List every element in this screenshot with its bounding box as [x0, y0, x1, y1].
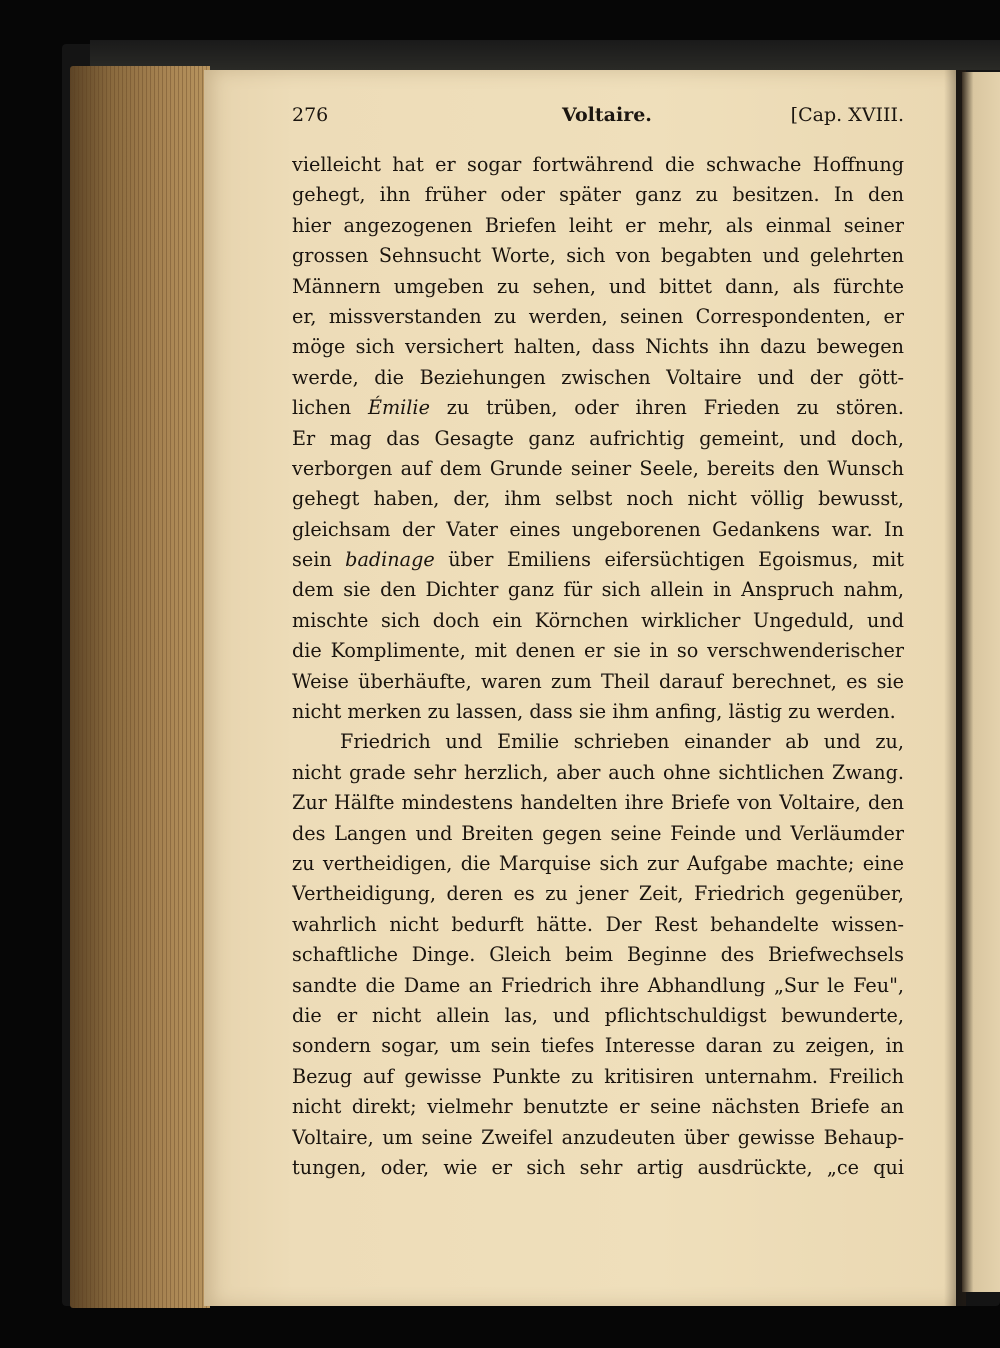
text-line: er, missverstanden zu werden, seinen Correspondenten, er — [292, 304, 904, 328]
text-line: werde, die Beziehungen zwischen Voltaire und der gött- — [292, 365, 904, 389]
text-line: mischte sich doch ein Körnchen wirklicher Ungeduld, und — [292, 608, 904, 632]
text-line: Zur Hälfte mindestens handelten ihre Briefe von Voltaire, den — [292, 791, 904, 815]
text-line: gehegt, ihn früher oder später ganz zu besitzen. In den — [292, 183, 904, 207]
text-line: vielleicht hat er sogar fortwährend die schwache Hoffnung — [292, 153, 904, 176]
chapter-reference: [Cap. XVIII. — [790, 104, 904, 126]
italic-name: Émilie — [367, 396, 430, 420]
page-edges — [70, 66, 210, 1308]
text-line: Friedrich und Emilie schrieben einander ab und zu, — [340, 730, 904, 754]
text-line: sandte die Dame an Friedrich ihre Abhandlung „Sur le Feu", — [292, 973, 904, 997]
text-line: grossen Sehnsucht Worte, sich von begabten und gelehrten — [292, 244, 904, 268]
text-line: Voltaire, um seine Zweifel anzudeuten über gewisse Behaup- — [292, 1125, 904, 1149]
text-segment: über Emiliens eifersüchtigen Egoismus, mit — [434, 548, 904, 572]
text-line: Vertheidigung, deren es zu jener Zeit, Friedrich gegenüber, — [292, 882, 904, 906]
next-page-edge — [962, 72, 1000, 1292]
text-line: nicht grade sehr herzlich, aber auch ohne sichtlichen Zwang. — [292, 760, 904, 784]
text-line — [292, 545, 904, 575]
text-line: die er nicht allein las, und pflichtschuldigst bewunderte, — [292, 1003, 904, 1027]
text-line: des Langen und Breiten gegen seine Feinde und Verläumder — [292, 821, 904, 845]
text-line: Männern umgeben zu sehen, und bittet dann, als fürchte — [292, 274, 904, 298]
page-number: 276 — [292, 104, 329, 126]
text-line: schaftliche Dinge. Gleich beim Beginne des Briefwechsels — [292, 943, 904, 967]
text-segment: lichen — [292, 396, 368, 420]
text-line: wahrlich nicht bedurft hätte. Der Rest behandelte wissen- — [292, 912, 904, 936]
text-segment: zu trüben, oder ihren Frieden zu stören. — [429, 396, 904, 420]
text-line: zu vertheidigen, die Marquise sich zur Aufgabe machte; eine — [292, 851, 904, 875]
body-text — [292, 150, 904, 1183]
italic-term: badinage — [345, 548, 435, 572]
text-line: verborgen auf dem Grunde seiner Seele, bereits den Wunsch — [292, 456, 904, 480]
text-line: dem sie den Dichter ganz für sich allein in Anspruch nahm, — [292, 578, 904, 602]
text-line: tungen, oder, wie er sich sehr artig ausdrückte, „ce qui — [292, 1155, 904, 1179]
text-line: gleichsam der Vater eines ungeborenen Gedankens war. In — [292, 517, 904, 541]
text-line: Weise überhäufte, waren zum Theil darauf berechnet, es sie — [292, 669, 904, 693]
running-header — [292, 104, 904, 134]
running-title: Voltaire. — [562, 104, 652, 126]
text-line: sondern sogar, um sein tiefes Interesse daran zu zeigen, in — [292, 1034, 904, 1058]
book-cover-top-edge — [90, 40, 1000, 70]
text-line: gehegt haben, der, ihm selbst noch nicht völlig bewusst, — [292, 487, 904, 511]
text-line: die Komplimente, mit denen er sie in so verschwenderischer — [292, 639, 904, 663]
text-line: nicht merken zu lassen, dass sie ihm anfing, lästig zu werden. — [292, 700, 896, 724]
text-line: möge sich versichert halten, dass Nichts ihn dazu bewegen — [292, 335, 904, 359]
text-line — [292, 393, 904, 423]
text-segment: sein — [292, 548, 346, 572]
text-line: Bezug auf gewisse Punkte zu kritisiren unternahm. Freilich — [292, 1064, 904, 1088]
text-line: Er mag das Gesagte ganz aufrichtig gemeint, und doch, — [292, 426, 904, 450]
text-line: nicht direkt; vielmehr benutzte er seine nächsten Briefe an — [292, 1095, 904, 1119]
text-line: hier angezogenen Briefen leiht er mehr, als einmal seiner — [292, 213, 904, 237]
